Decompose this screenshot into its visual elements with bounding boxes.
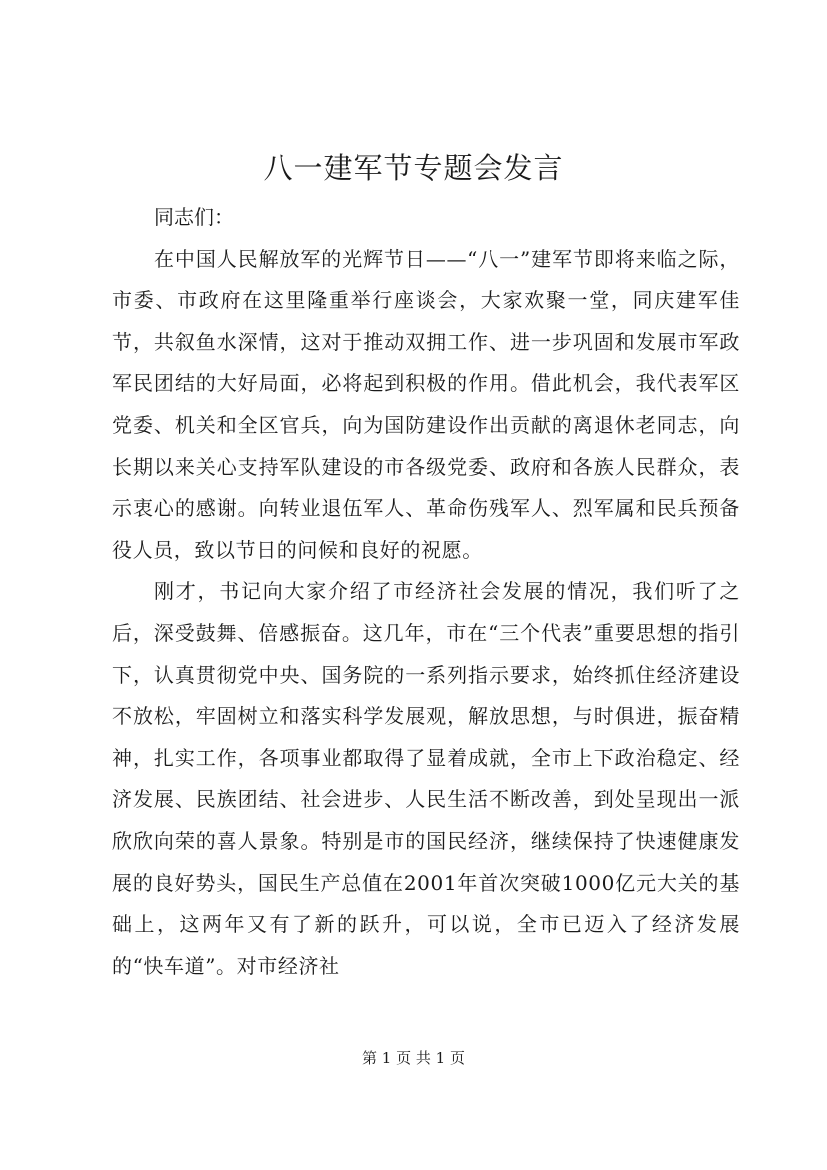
- salutation: 同志们：: [154, 205, 234, 229]
- document-title: 八一建军节专题会发言: [263, 151, 564, 185]
- paragraph-1: 在中国人民解放军的光辉节日——“八一”建军节即将来临之际，市委、市政府在这里隆重举行座谈会，大家欢聚一堂，同庆建军佳节，共叙鱼水深情，这对于推动双拥工作、进一步巩固和发展市军政军民团结的大好局面，必将起到积极的作用。借此机会，我代表军区党委、机关和全区官兵，向为国防建设作出贡献的离退休老同志，向长期以来关心支持军队建设的市各级党委、政府和各族人民群众，表示衷心的感谢。向转业退伍军人、革命伤残军人、烈军属和民兵预备役人员，致以节日的问候和良好的祝愿。: [112, 246, 740, 562]
- document-body: [112, 197, 740, 987]
- page-number-footer: 第 1 页 共 1 页: [362, 1049, 465, 1067]
- paragraph-2: 刚才，书记向大家介绍了市经济社会发展的情况，我们听了之后，深受鼓舞、倍感振奋。这几年，市在“三个代表”重要思想的指引下，认真贯彻党中央、国务院的一系列指示要求，始终抓住经济建设不放松，牢固树立和落实科学发展观，解放思想，与时俱进，振奋精神，扎实工作，各项事业都取得了显着成就，全市上下政治稳定、经济发展、民族团结、社会进步、人民生活不断改善，到处呈现出一派欣欣向荣的喜人景象。特别是市的国民经济，继续保持了快速健康发展的良好势头，国民生产总值在2001年首次突破1000亿元大关的基础上，这两年又有了新的跃升，可以说，全市已迈入了经济发展的“快车道”。对市经济社: [112, 579, 740, 978]
